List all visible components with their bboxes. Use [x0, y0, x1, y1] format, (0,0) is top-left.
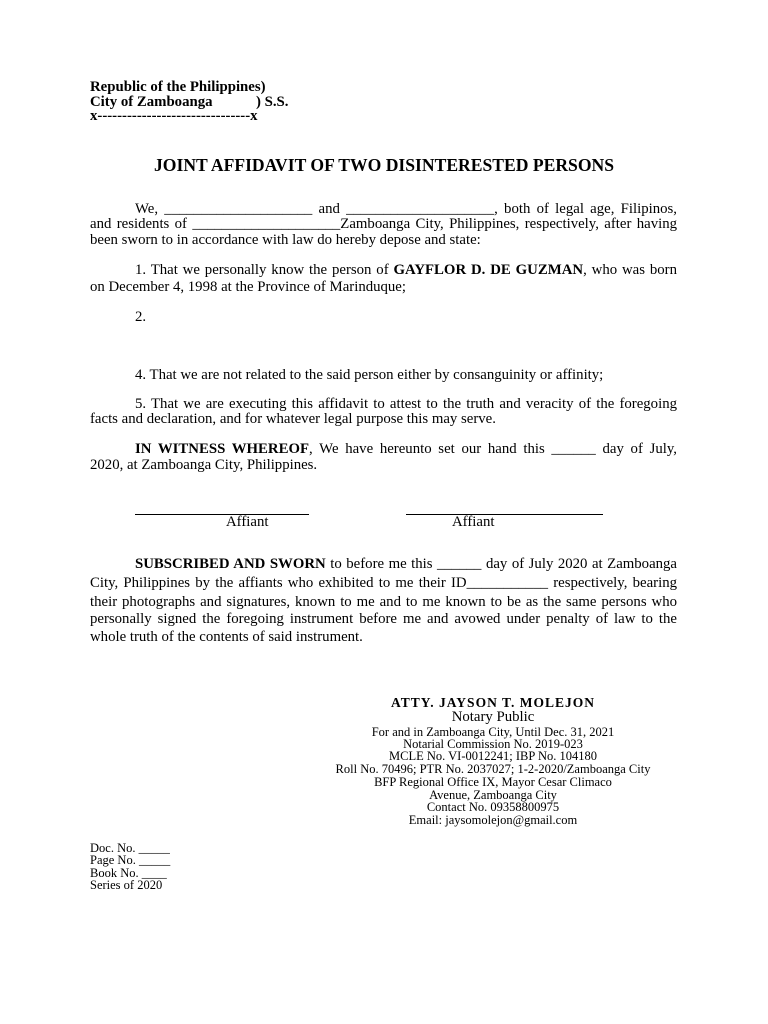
notary-contact-number: Contact No. 09358800975 [426, 800, 560, 814]
header-city: City of Zamboanga [90, 94, 213, 110]
item-4: 4. That we are not related to the said person either by consanguinity or affinity; [135, 367, 604, 383]
jurat-line-4: personally signed the foregoing instrument before me and avowed under penalty of law to the [90, 611, 677, 627]
subject-name: GAYFLOR D. DE GUZMAN [393, 262, 584, 278]
item-5-line-2: facts and declaration, and for whatever legal purpose this may serve. [90, 411, 496, 427]
jurat-line-1 [135, 555, 677, 573]
notary-mcle-ibp: MCLE No. VI-0012241; IBP No. 104180 [389, 749, 597, 763]
item-5-line-1: 5. That we are executing this affidavit to attest to the truth and veracity of the foregoing [135, 396, 677, 412]
docket-page-no: Page No. _____ [90, 853, 171, 867]
intro-line-3: been sworn to in accordance with law do hereby depose and state: [90, 232, 481, 248]
witness-line-2: 2020, at Zamboanga City, Philippines. [90, 457, 318, 473]
notary-name: ATTY. JAYSON T. MOLEJON [391, 695, 595, 710]
jurat-line-5: whole truth of the contents of said instrument. [90, 629, 363, 645]
header-venue-mark: ) S.S. [256, 94, 289, 110]
item-1-lead-text: 1. That we personally know the person of [135, 262, 394, 278]
notary-roll-ptr: Roll No. 70496; PTR No. 2037027; 1-2-2020/Zamboanga City [335, 762, 651, 776]
jurat-heading: SUBSCRIBED AND SWORN [135, 556, 326, 572]
affiant-signature-line-1 [135, 514, 309, 515]
notary-commission-number: Notarial Commission No. 2019-023 [403, 737, 583, 751]
notary-email: Email: jaysomolejon@gmail.com [408, 813, 578, 827]
notary-office-address-2: Avenue, Zamboanga City [429, 788, 557, 802]
header-separator: x-------------------------------x [90, 108, 258, 124]
item-1-line-1 [135, 261, 677, 279]
item-2: 2. [135, 309, 147, 325]
jurat-text: to before me this ______ day of July 2020 at Zamboanga [325, 556, 677, 572]
witness-heading: IN WITNESS WHEREOF [135, 441, 310, 457]
affiant-label-2: Affiant [452, 514, 495, 530]
docket-doc-no: Doc. No. _____ [90, 841, 170, 855]
header-republic: Republic of the Philippines) [90, 79, 266, 95]
item-1-line-2: on December 4, 1998 at the Province of Marinduque; [90, 279, 406, 295]
intro-line-2: and residents of ____________________Zamboanga City, Philippines, respectively, after having [90, 216, 677, 232]
affiant-signature-line-2 [406, 514, 603, 515]
witness-text: , We have hereunto set our hand this ______ day of July, [309, 441, 677, 457]
item-1-tail-text: , who was born [583, 262, 677, 278]
docket-series: Series of 2020 [90, 878, 163, 892]
affiant-label-1: Affiant [226, 514, 269, 530]
intro-line-1: We, ____________________ and ____________________, both of legal age, Filipinos, [135, 201, 677, 217]
notary-office-address-1: BFP Regional Office IX, Mayor Cesar Climaco [374, 775, 612, 789]
jurat-line-2: City, Philippines by the affiants who exhibited to me their ID___________ respectively, bearing [90, 575, 677, 591]
jurat-line-3: their photographs and signatures, known to me and to me known to be as the same persons who [90, 594, 677, 610]
notary-commission-area: For and in Zamboanga City, Until Dec. 31, 2021 [371, 725, 615, 739]
document-title: JOINT AFFIDAVIT OF TWO DISINTERESTED PERSONS [153, 155, 614, 175]
notary-title: Notary Public [451, 709, 535, 725]
docket-book-no: Book No. ____ [90, 866, 167, 880]
